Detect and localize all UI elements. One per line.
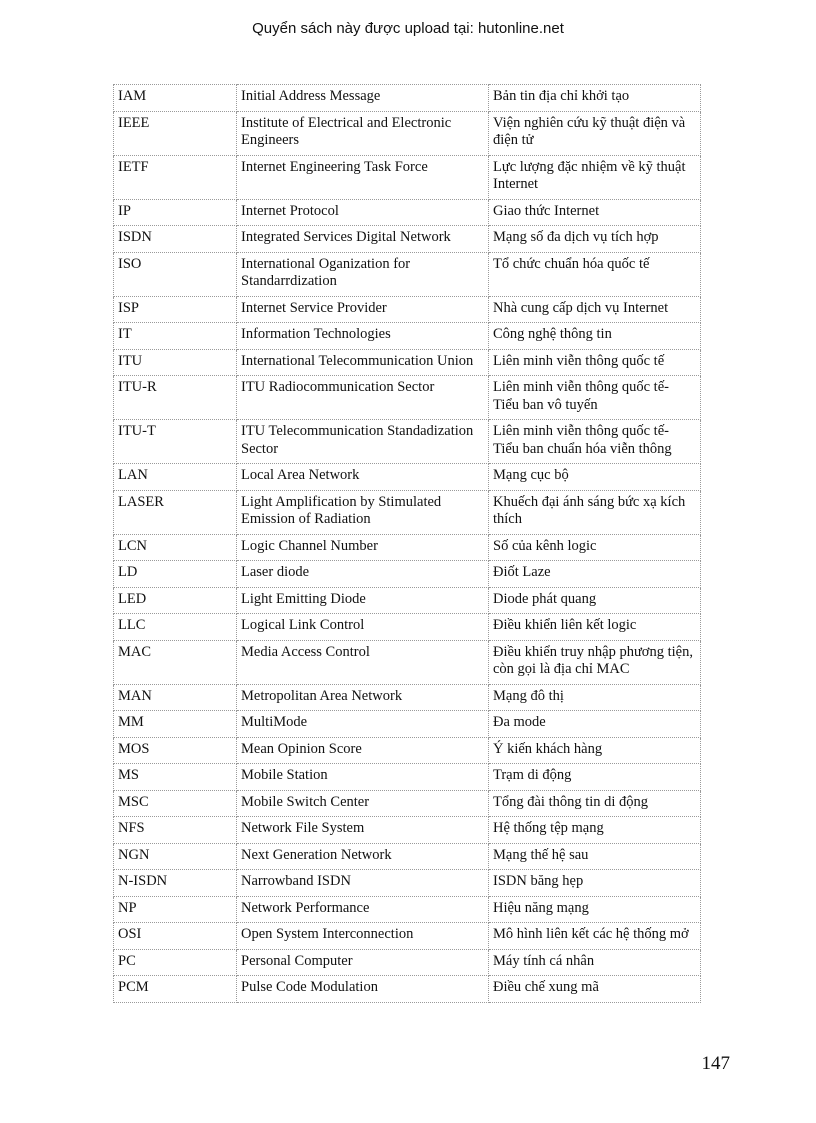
english-term-cell: Open System Interconnection <box>237 923 489 950</box>
english-term-cell: Light Amplification by Stimulated Emission of Radiation <box>237 490 489 534</box>
english-term-cell: ITU Telecommunication Standadization Sector <box>237 420 489 464</box>
table-row <box>114 976 701 1003</box>
english-term-cell: Logic Channel Number <box>237 534 489 561</box>
english-term-cell: Institute of Electrical and Electronic Engineers <box>237 111 489 155</box>
table-row <box>114 199 701 226</box>
abbreviation-cell: MM <box>114 711 237 738</box>
abbreviation-cell: IT <box>114 323 237 350</box>
page-number: 147 <box>701 1053 730 1074</box>
table-row <box>114 817 701 844</box>
abbreviation-cell: ISP <box>114 296 237 323</box>
abbreviation-cell: MS <box>114 764 237 791</box>
abbreviation-cell: IETF <box>114 155 237 199</box>
vietnamese-term-cell: Mạng thế hệ sau <box>489 843 701 870</box>
table-row <box>114 155 701 199</box>
vietnamese-term-cell: Bản tin địa chỉ khởi tạo <box>489 85 701 112</box>
abbreviation-cell: ITU-T <box>114 420 237 464</box>
table-row <box>114 614 701 641</box>
abbreviation-cell: MAC <box>114 640 237 684</box>
table-row <box>114 764 701 791</box>
abbreviation-cell: IEEE <box>114 111 237 155</box>
table-row <box>114 790 701 817</box>
english-term-cell: International Telecommunication Union <box>237 349 489 376</box>
table-row <box>114 711 701 738</box>
vietnamese-term-cell: Điốt Laze <box>489 561 701 588</box>
abbreviation-cell: MAN <box>114 684 237 711</box>
vietnamese-term-cell: Mạng số đa dịch vụ tích hợp <box>489 226 701 253</box>
table-row <box>114 870 701 897</box>
table-row <box>114 376 701 420</box>
vietnamese-term-cell: Liên minh viễn thông quốc tế- Tiểu ban vô tuyến <box>489 376 701 420</box>
vietnamese-term-cell: ISDN băng hẹp <box>489 870 701 897</box>
abbreviation-cell: IP <box>114 199 237 226</box>
table-row <box>114 464 701 491</box>
vietnamese-term-cell: Viện nghiên cứu kỹ thuật điện và điện tử <box>489 111 701 155</box>
vietnamese-term-cell: Máy tính cá nhân <box>489 949 701 976</box>
table-row <box>114 587 701 614</box>
english-term-cell: Logical Link Control <box>237 614 489 641</box>
table-row <box>114 111 701 155</box>
table-row <box>114 896 701 923</box>
glossary-body <box>114 85 701 1003</box>
abbreviation-cell: PCM <box>114 976 237 1003</box>
abbreviation-cell: MOS <box>114 737 237 764</box>
vietnamese-term-cell: Điều khiển liên kết logic <box>489 614 701 641</box>
table-row <box>114 737 701 764</box>
vietnamese-term-cell: Điều chế xung mã <box>489 976 701 1003</box>
english-term-cell: Mobile Switch Center <box>237 790 489 817</box>
glossary-table <box>113 84 701 1003</box>
vietnamese-term-cell: Mô hình liên kết các hệ thống mở <box>489 923 701 950</box>
abbreviation-cell: N-ISDN <box>114 870 237 897</box>
table-row <box>114 323 701 350</box>
english-term-cell: Local Area Network <box>237 464 489 491</box>
english-term-cell: Network File System <box>237 817 489 844</box>
vietnamese-term-cell: Trạm di động <box>489 764 701 791</box>
abbreviation-cell: PC <box>114 949 237 976</box>
english-term-cell: ITU Radiocommunication Sector <box>237 376 489 420</box>
english-term-cell: Metropolitan Area Network <box>237 684 489 711</box>
vietnamese-term-cell: Tổ chức chuẩn hóa quốc tế <box>489 252 701 296</box>
english-term-cell: Personal Computer <box>237 949 489 976</box>
english-term-cell: Laser diode <box>237 561 489 588</box>
vietnamese-term-cell: Ý kiến khách hàng <box>489 737 701 764</box>
table-row <box>114 923 701 950</box>
vietnamese-term-cell: Hệ thống tệp mạng <box>489 817 701 844</box>
english-term-cell: Internet Engineering Task Force <box>237 155 489 199</box>
abbreviation-cell: LD <box>114 561 237 588</box>
vietnamese-term-cell: Giao thức Internet <box>489 199 701 226</box>
english-term-cell: International Oganization for Standarrdization <box>237 252 489 296</box>
abbreviation-cell: LASER <box>114 490 237 534</box>
table-row <box>114 349 701 376</box>
english-term-cell: Pulse Code Modulation <box>237 976 489 1003</box>
abbreviation-cell: OSI <box>114 923 237 950</box>
abbreviation-cell: NGN <box>114 843 237 870</box>
english-term-cell: Internet Protocol <box>237 199 489 226</box>
english-term-cell: Mean Opinion Score <box>237 737 489 764</box>
english-term-cell: Initial Address Message <box>237 85 489 112</box>
english-term-cell: Integrated Services Digital Network <box>237 226 489 253</box>
table-row <box>114 684 701 711</box>
table-row <box>114 296 701 323</box>
vietnamese-term-cell: Công nghệ thông tin <box>489 323 701 350</box>
table-row <box>114 226 701 253</box>
abbreviation-cell: LAN <box>114 464 237 491</box>
english-term-cell: Internet Service Provider <box>237 296 489 323</box>
abbreviation-cell: ISO <box>114 252 237 296</box>
abbreviation-cell: ITU-R <box>114 376 237 420</box>
table-row <box>114 420 701 464</box>
table-row <box>114 843 701 870</box>
abbreviation-cell: MSC <box>114 790 237 817</box>
vietnamese-term-cell: Khuếch đại ánh sáng bức xạ kích thích <box>489 490 701 534</box>
english-term-cell: Next Generation Network <box>237 843 489 870</box>
abbreviation-cell: LLC <box>114 614 237 641</box>
english-term-cell: Network Performance <box>237 896 489 923</box>
vietnamese-term-cell: Điều khiển truy nhập phương tiện, còn gọi là địa chỉ MAC <box>489 640 701 684</box>
vietnamese-term-cell: Tổng đài thông tin di động <box>489 790 701 817</box>
abbreviation-cell: ITU <box>114 349 237 376</box>
vietnamese-term-cell: Diode phát quang <box>489 587 701 614</box>
vietnamese-term-cell: Nhà cung cấp dịch vụ Internet <box>489 296 701 323</box>
english-term-cell: Mobile Station <box>237 764 489 791</box>
abbreviation-cell: LCN <box>114 534 237 561</box>
english-term-cell: Light Emitting Diode <box>237 587 489 614</box>
vietnamese-term-cell: Liên minh viễn thông quốc tế- Tiểu ban chuẩn hóa viễn thông <box>489 420 701 464</box>
vietnamese-term-cell: Liên minh viễn thông quốc tế <box>489 349 701 376</box>
vietnamese-term-cell: Mạng cục bộ <box>489 464 701 491</box>
vietnamese-term-cell: Mạng đô thị <box>489 684 701 711</box>
table-row <box>114 949 701 976</box>
abbreviation-cell: IAM <box>114 85 237 112</box>
table-row <box>114 85 701 112</box>
vietnamese-term-cell: Đa mode <box>489 711 701 738</box>
abbreviation-cell: NP <box>114 896 237 923</box>
english-term-cell: Media Access Control <box>237 640 489 684</box>
table-row <box>114 640 701 684</box>
english-term-cell: Narrowband ISDN <box>237 870 489 897</box>
vietnamese-term-cell: Lực lượng đặc nhiệm về kỹ thuật Internet <box>489 155 701 199</box>
english-term-cell: MultiMode <box>237 711 489 738</box>
vietnamese-term-cell: Hiệu năng mạng <box>489 896 701 923</box>
table-row <box>114 561 701 588</box>
vietnamese-term-cell: Số của kênh logic <box>489 534 701 561</box>
abbreviation-cell: ISDN <box>114 226 237 253</box>
abbreviation-cell: LED <box>114 587 237 614</box>
english-term-cell: Information Technologies <box>237 323 489 350</box>
page-header: Quyển sách này được upload tại: hutonline.net <box>252 20 564 37</box>
table-row <box>114 490 701 534</box>
abbreviation-cell: NFS <box>114 817 237 844</box>
table-row <box>114 252 701 296</box>
table-row <box>114 534 701 561</box>
